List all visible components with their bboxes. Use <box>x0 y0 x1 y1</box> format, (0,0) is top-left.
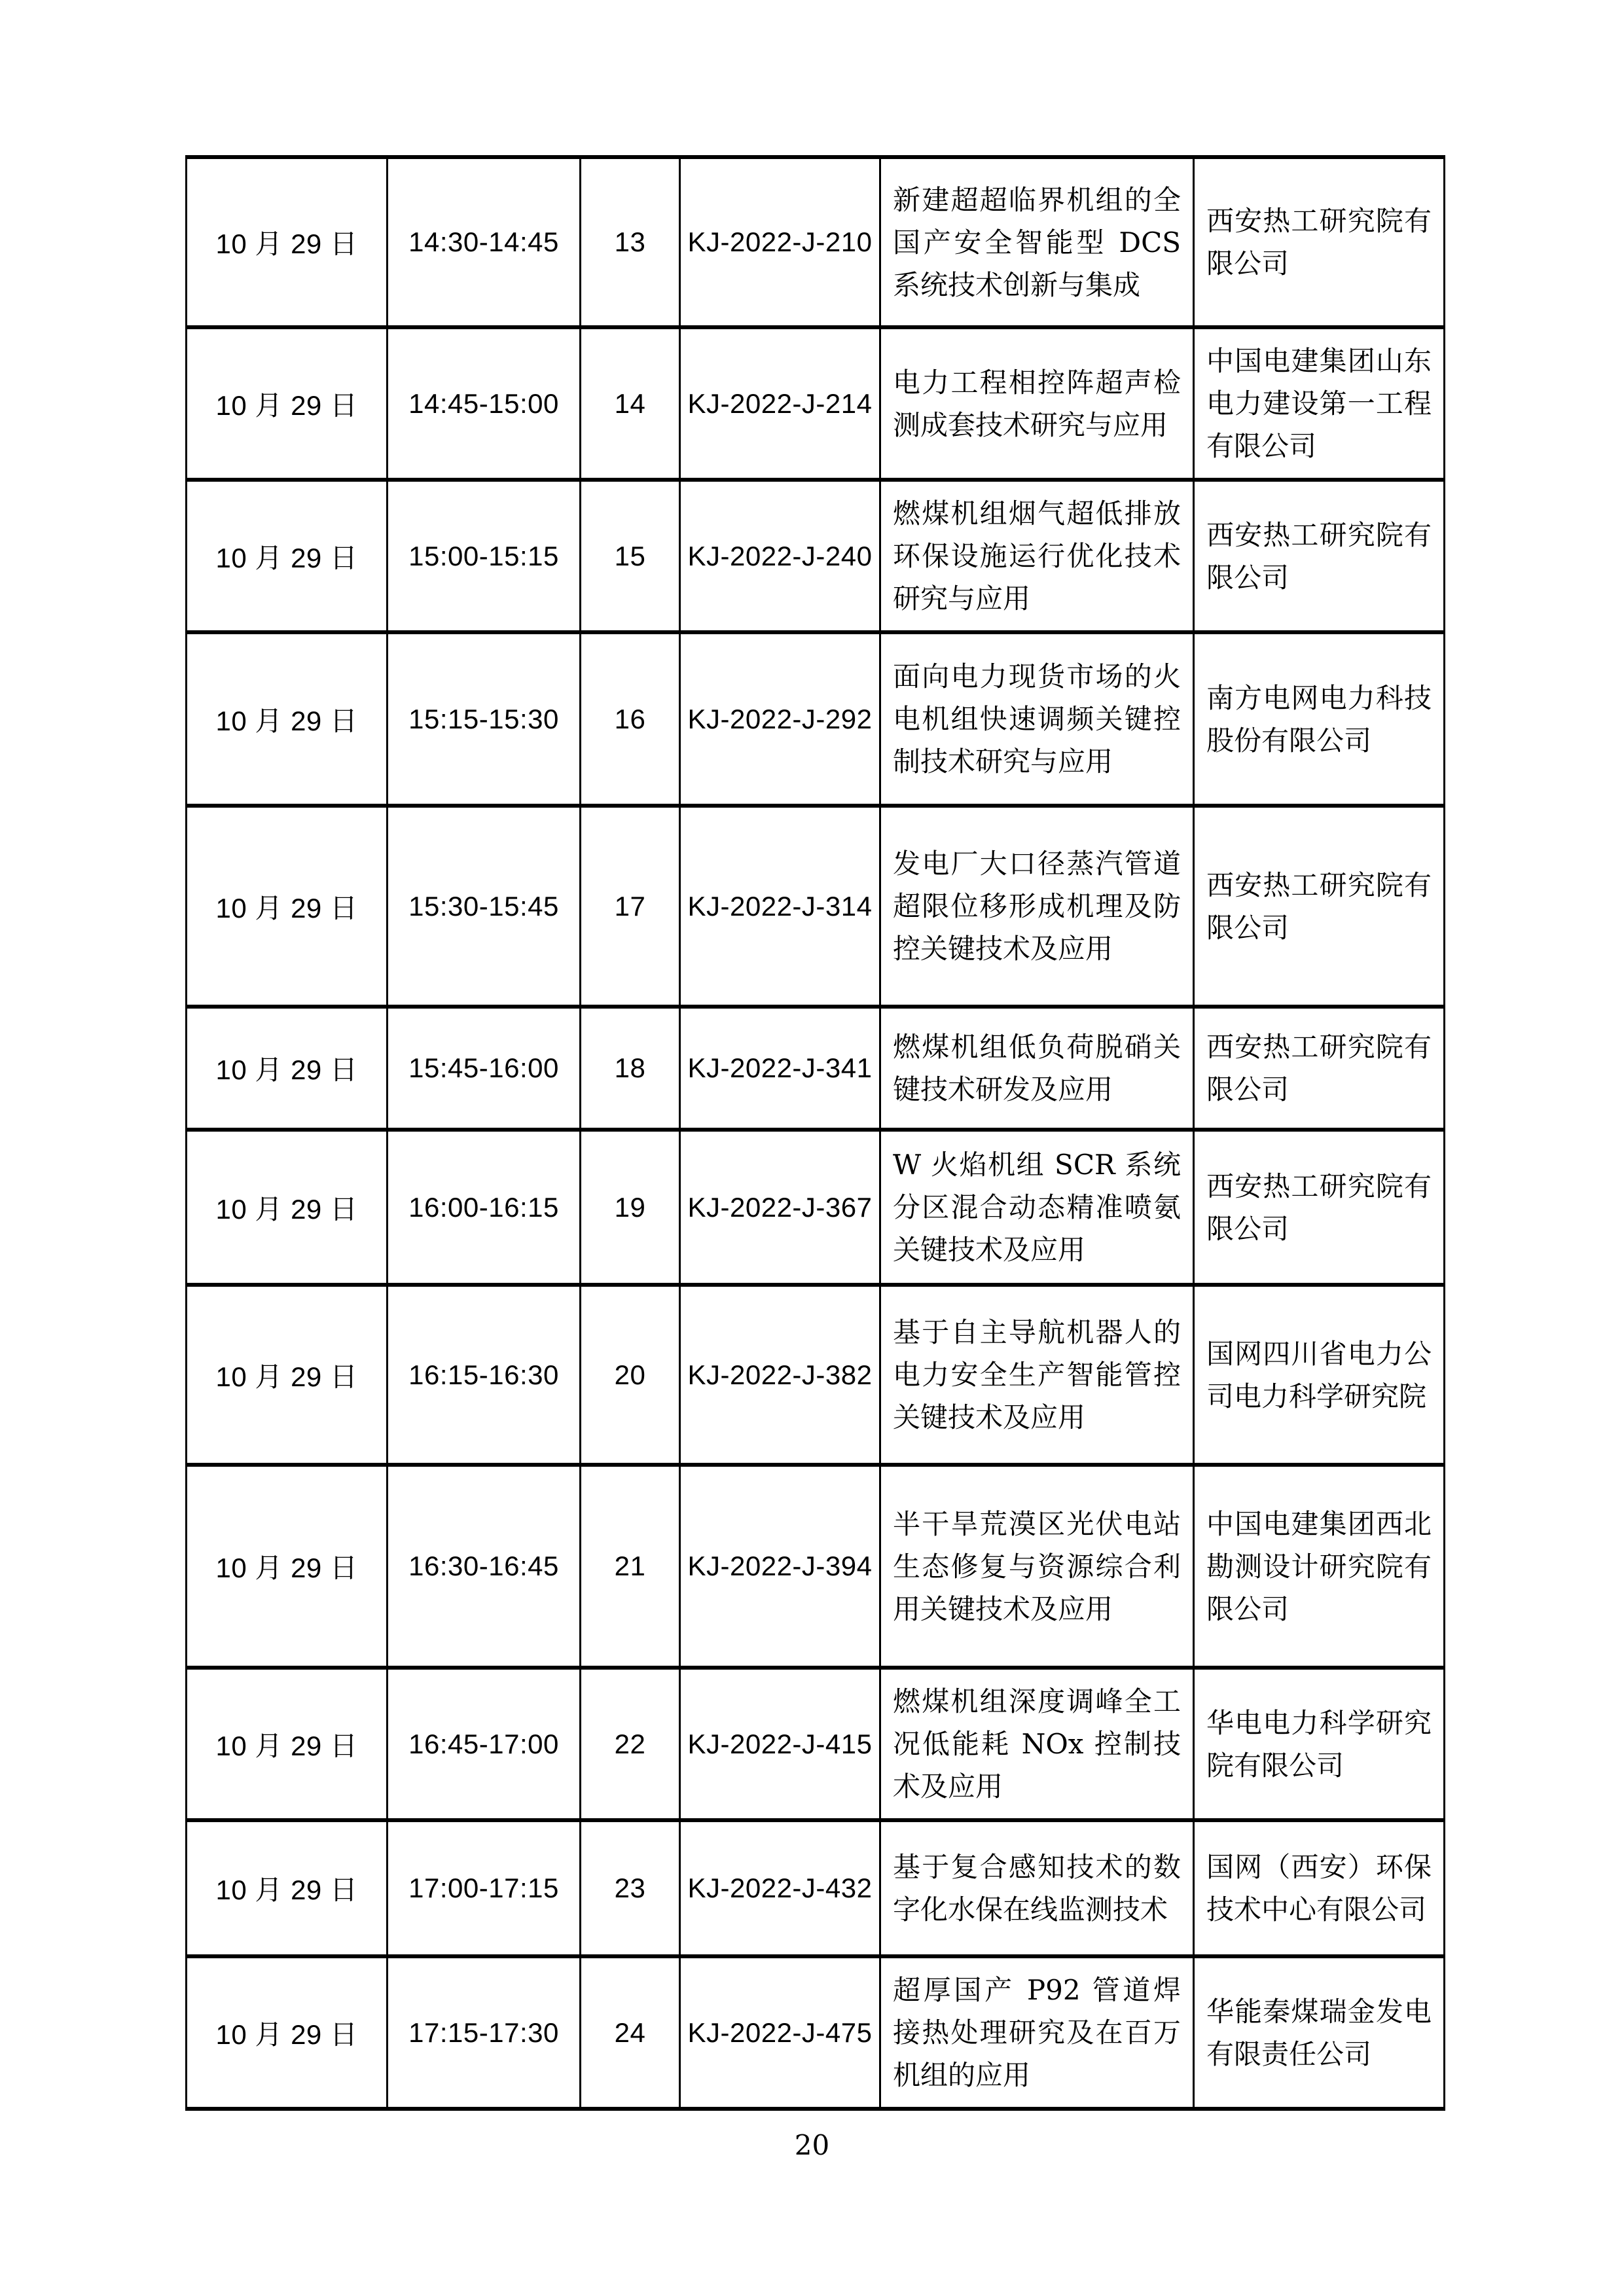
index-cell: 15 <box>581 480 680 632</box>
title-cell: 面向电力现货市场的火电机组快速调频关键控制技术研究与应用 <box>880 632 1194 806</box>
org-cell: 西安热工研究院有限公司 <box>1194 480 1445 632</box>
org-cell: 华电电力科学研究院有限公司 <box>1194 1668 1445 1820</box>
time-cell: 14:45-15:00 <box>388 327 581 480</box>
index-cell: 14 <box>581 327 680 480</box>
time-cell: 15:15-15:30 <box>388 632 581 806</box>
code-cell: KJ-2022-J-382 <box>680 1285 880 1465</box>
date-cell: 10 月 29 日 <box>187 327 388 480</box>
review-schedule-table <box>185 155 1445 2111</box>
code-cell: KJ-2022-J-292 <box>680 632 880 806</box>
time-cell: 17:00-17:15 <box>388 1820 581 1956</box>
org-cell: 西安热工研究院有限公司 <box>1194 806 1445 1007</box>
code-cell: KJ-2022-J-214 <box>680 327 880 480</box>
time-cell: 17:15-17:30 <box>388 1956 581 2109</box>
org-cell: 南方电网电力科技股份有限公司 <box>1194 632 1445 806</box>
index-cell: 18 <box>581 1007 680 1130</box>
table-row <box>187 1285 1445 1465</box>
title-cell: 电力工程相控阵超声检测成套技术研究与应用 <box>880 327 1194 480</box>
date-cell: 10 月 29 日 <box>187 1465 388 1668</box>
date-cell: 10 月 29 日 <box>187 157 388 327</box>
table-row <box>187 1820 1445 1956</box>
index-cell: 24 <box>581 1956 680 2109</box>
title-cell: 基于自主导航机器人的电力安全生产智能管控关键技术及应用 <box>880 1285 1194 1465</box>
org-cell: 西安热工研究院有限公司 <box>1194 1007 1445 1130</box>
time-cell: 15:00-15:15 <box>388 480 581 632</box>
title-cell: 燃煤机组烟气超低排放环保设施运行优化技术研究与应用 <box>880 480 1194 632</box>
date-cell: 10 月 29 日 <box>187 1668 388 1820</box>
code-cell: KJ-2022-J-394 <box>680 1465 880 1668</box>
time-cell: 16:30-16:45 <box>388 1465 581 1668</box>
title-cell: W 火焰机组 SCR 系统分区混合动态精准喷氨关键技术及应用 <box>880 1130 1194 1285</box>
org-cell: 国网（西安）环保技术中心有限公司 <box>1194 1820 1445 1956</box>
time-cell: 16:45-17:00 <box>388 1668 581 1820</box>
date-cell: 10 月 29 日 <box>187 1820 388 1956</box>
date-cell: 10 月 29 日 <box>187 1130 388 1285</box>
table-row <box>187 632 1445 806</box>
title-cell: 超厚国产 P92 管道焊接热处理研究及在百万机组的应用 <box>880 1956 1194 2109</box>
time-cell: 14:30-14:45 <box>388 157 581 327</box>
org-cell: 中国电建集团西北勘测设计研究院有限公司 <box>1194 1465 1445 1668</box>
index-cell: 23 <box>581 1820 680 1956</box>
org-cell: 华能秦煤瑞金发电有限责任公司 <box>1194 1956 1445 2109</box>
date-cell: 10 月 29 日 <box>187 1007 388 1130</box>
table-row <box>187 806 1445 1007</box>
title-cell: 新建超超临界机组的全国产安全智能型 DCS 系统技术创新与集成 <box>880 157 1194 327</box>
table-row <box>187 480 1445 632</box>
time-cell: 15:30-15:45 <box>388 806 581 1007</box>
table-row <box>187 1668 1445 1820</box>
time-cell: 16:00-16:15 <box>388 1130 581 1285</box>
date-cell: 10 月 29 日 <box>187 480 388 632</box>
index-cell: 21 <box>581 1465 680 1668</box>
org-cell: 中国电建集团山东电力建设第一工程有限公司 <box>1194 327 1445 480</box>
code-cell: KJ-2022-J-367 <box>680 1130 880 1285</box>
title-cell: 半干旱荒漠区光伏电站生态修复与资源综合利用关键技术及应用 <box>880 1465 1194 1668</box>
table-row <box>187 1007 1445 1130</box>
table-row <box>187 1465 1445 1668</box>
table-row <box>187 1130 1445 1285</box>
code-cell: KJ-2022-J-341 <box>680 1007 880 1130</box>
table-row <box>187 157 1445 327</box>
date-cell: 10 月 29 日 <box>187 1285 388 1465</box>
index-cell: 22 <box>581 1668 680 1820</box>
code-cell: KJ-2022-J-210 <box>680 157 880 327</box>
code-cell: KJ-2022-J-415 <box>680 1668 880 1820</box>
code-cell: KJ-2022-J-475 <box>680 1956 880 2109</box>
code-cell: KJ-2022-J-314 <box>680 806 880 1007</box>
org-cell: 国网四川省电力公司电力科学研究院 <box>1194 1285 1445 1465</box>
date-cell: 10 月 29 日 <box>187 1956 388 2109</box>
org-cell: 西安热工研究院有限公司 <box>1194 157 1445 327</box>
time-cell: 15:45-16:00 <box>388 1007 581 1130</box>
index-cell: 17 <box>581 806 680 1007</box>
table-row <box>187 327 1445 480</box>
index-cell: 20 <box>581 1285 680 1465</box>
code-cell: KJ-2022-J-240 <box>680 480 880 632</box>
title-cell: 燃煤机组低负荷脱硝关键技术研发及应用 <box>880 1007 1194 1130</box>
page-number: 20 <box>794 2129 830 2161</box>
index-cell: 16 <box>581 632 680 806</box>
date-cell: 10 月 29 日 <box>187 806 388 1007</box>
time-cell: 16:15-16:30 <box>388 1285 581 1465</box>
title-cell: 基于复合感知技术的数字化水保在线监测技术 <box>880 1820 1194 1956</box>
code-cell: KJ-2022-J-432 <box>680 1820 880 1956</box>
index-cell: 13 <box>581 157 680 327</box>
title-cell: 燃煤机组深度调峰全工况低能耗 NOx 控制技术及应用 <box>880 1668 1194 1820</box>
date-cell: 10 月 29 日 <box>187 632 388 806</box>
title-cell: 发电厂大口径蒸汽管道超限位移形成机理及防控关键技术及应用 <box>880 806 1194 1007</box>
index-cell: 19 <box>581 1130 680 1285</box>
org-cell: 西安热工研究院有限公司 <box>1194 1130 1445 1285</box>
table-row <box>187 1956 1445 2109</box>
